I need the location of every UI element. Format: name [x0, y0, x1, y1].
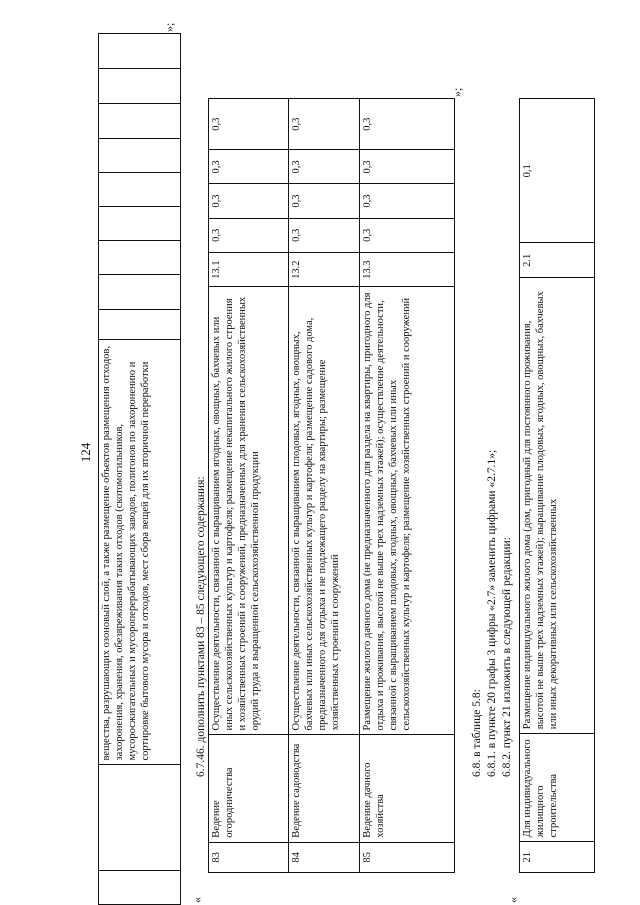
land-use-table [208, 98, 455, 873]
cell-value: 0,3 [209, 150, 289, 184]
paragraph: 6.8. в таблице 5.8: [471, 689, 483, 777]
cell-value: 0,3 [360, 150, 455, 184]
cell-value [99, 138, 181, 173]
opening-quote: « [190, 897, 204, 903]
cell-num: 21 [520, 842, 595, 873]
cell-name: Ведение огородничества [209, 735, 289, 842]
cell-code: 2.1 [520, 243, 595, 278]
table-5-8 [519, 98, 595, 873]
cell-num [99, 871, 181, 905]
cell-value [99, 275, 181, 310]
cell-value [99, 68, 181, 103]
cell-value: 0,3 [360, 184, 455, 218]
cell-value [99, 241, 181, 275]
paragraph: 6.8.1. в пункте 20 графы 3 цифры «2.7» заменить цифрами «2.7.1»; [486, 449, 498, 777]
cell-num: 83 [209, 842, 289, 872]
paragraph: 6.8.2. пункт 21 изложить в следующей редакции: [501, 537, 513, 777]
cell-value: 0,3 [289, 99, 360, 150]
cell-value: 0,3 [289, 218, 360, 252]
cell-description: Осуществление деятельности, связанной с выращиванием ягодных, овощных, бахчевых или иных сельскохозяйственных культур и картофеля; размещение некапитального жилого строения и хозяйственных строений и сооружений, предназначенных для хранения сельскохозяйственных орудий труда и выращенной сельскохозяйственной продукции [209, 287, 289, 735]
cell-num: 84 [289, 842, 360, 872]
cell-value [99, 34, 181, 69]
opening-quote: « [506, 897, 520, 903]
cell-code: 13.1 [209, 252, 289, 287]
cell-value [99, 207, 181, 241]
cell-value: 0,3 [360, 218, 455, 252]
table-row [99, 34, 181, 905]
table-row [360, 99, 455, 873]
cell-description: Осуществление деятельности, связанной с выращиванием плодовых, ягодных, овощных, бахчевых или иных сельскохозяйственных культур и картофеля; размещение садового дома, предназначенного для отдыха и не подлежащего разделу на квартиры; размещение хозяйственных строений и сооружений [289, 287, 360, 735]
closing-quote: »; [450, 87, 464, 97]
cell-code: 13.3 [360, 252, 455, 287]
table-row [289, 99, 360, 873]
cell-value: 0,1 [520, 99, 595, 244]
cell-value [99, 173, 181, 207]
cell-code [99, 309, 181, 339]
cell-name [99, 765, 181, 871]
cell-code: 13.2 [289, 252, 360, 287]
cell-description: Размещение жилого дачного дома (не предназначенного для раздела на квартиры, пригодного для отдыха и проживания, высотой не выше трех надземных этажей); осуществление деятельности, связанной с выращиванием плодовых, ягодных, овощных, бахчевых или иных сельскохозяйственных культур и картофеля; размещение хозяйственных строений и сооружений [360, 287, 455, 735]
table-row [209, 99, 289, 873]
cell-value: 0,3 [289, 184, 360, 218]
cell-description: вещества, разрушающих озоновый слой, а также размещение объектов размещения отходов, захоронения, хранения, обезвреживания таких отходов (скотомогильников, мусоросжигательных и мусороперерабатывающих заводов, полигонов по захоронению и сортировке бытового мусора и отходов, мест сбора вещей для их вторичной переработки [99, 339, 181, 765]
paragraph: 6.7.46. дополнить пунктами 83 – 85 следующего содержания: [195, 476, 207, 777]
page-number: 124 [78, 442, 93, 463]
cell-name: Ведение дачного хозяйства [360, 735, 455, 842]
cell-value: 0,3 [209, 99, 289, 150]
closing-quote: »; [162, 22, 176, 32]
cell-value: 0,3 [209, 184, 289, 218]
cell-name: Для индивидуального жилищного строительства [520, 734, 595, 842]
cell-value: 0,3 [209, 218, 289, 252]
cell-value: 0,3 [289, 150, 360, 184]
table-row [520, 99, 595, 873]
cell-value [99, 103, 181, 138]
top-table [98, 33, 181, 905]
cell-description: Размещение индивидуального жилого дома (дом, пригодный для постоянного проживания, высотой не выше трех надземных этажей); выращивание плодовых, ягодных, овощных, бахчевых или иных декоративных или сельскохозяйственных [520, 278, 595, 734]
cell-num: 85 [360, 842, 455, 872]
cell-value: 0,3 [360, 99, 455, 150]
cell-name: Ведение садоводства [289, 735, 360, 842]
